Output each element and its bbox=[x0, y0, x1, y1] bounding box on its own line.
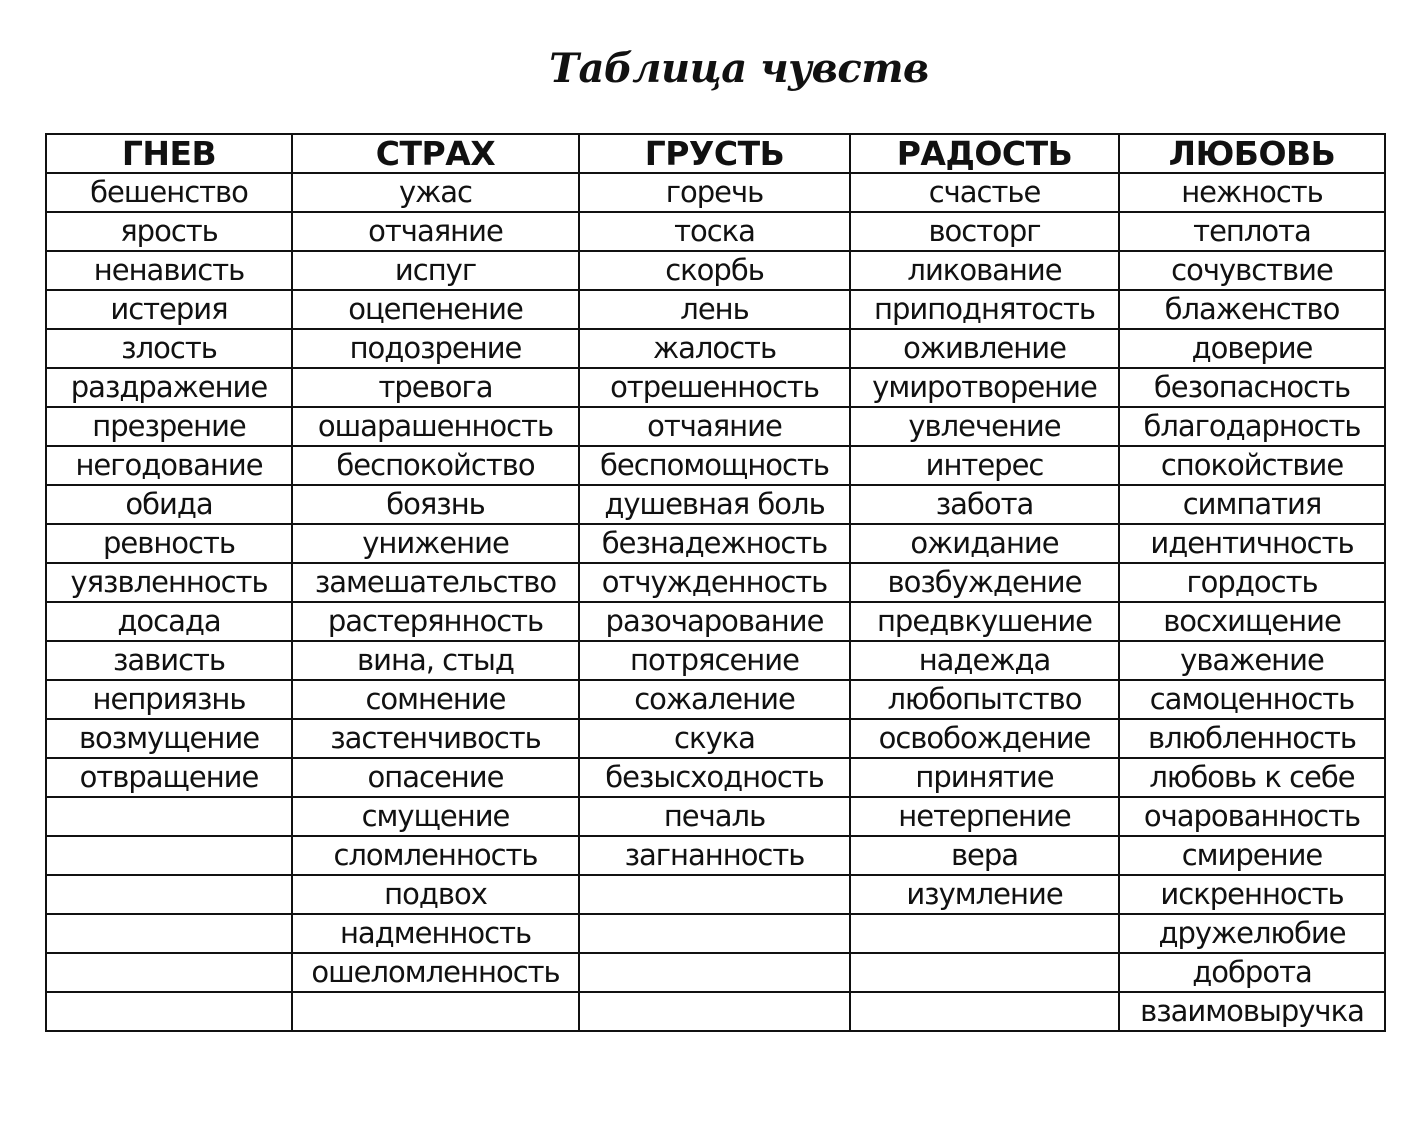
cell-sadness bbox=[579, 875, 850, 914]
cell-anger: негодование bbox=[46, 446, 292, 485]
cell-joy bbox=[850, 914, 1119, 953]
cell-fear: боязнь bbox=[292, 485, 579, 524]
cell-anger: обида bbox=[46, 485, 292, 524]
cell-love: доверие bbox=[1119, 329, 1385, 368]
table-row bbox=[46, 602, 1385, 641]
cell-sadness bbox=[579, 953, 850, 992]
table-row bbox=[46, 251, 1385, 290]
cell-joy: приподнятость bbox=[850, 290, 1119, 329]
column-header-fear: СТРАХ bbox=[292, 134, 579, 173]
cell-joy: любопытство bbox=[850, 680, 1119, 719]
table-body bbox=[46, 173, 1385, 1031]
cell-sadness bbox=[579, 914, 850, 953]
cell-anger bbox=[46, 797, 292, 836]
table-row bbox=[46, 992, 1385, 1031]
cell-love: спокойствие bbox=[1119, 446, 1385, 485]
cell-fear: беспокойство bbox=[292, 446, 579, 485]
cell-love: искренность bbox=[1119, 875, 1385, 914]
table-row bbox=[46, 680, 1385, 719]
cell-fear: ошеломленность bbox=[292, 953, 579, 992]
cell-joy: вера bbox=[850, 836, 1119, 875]
table-row bbox=[46, 290, 1385, 329]
cell-anger bbox=[46, 914, 292, 953]
column-header-anger: ГНЕВ bbox=[46, 134, 292, 173]
cell-fear: вина, стыд bbox=[292, 641, 579, 680]
cell-fear: надменность bbox=[292, 914, 579, 953]
cell-fear: ошарашенность bbox=[292, 407, 579, 446]
cell-love: теплота bbox=[1119, 212, 1385, 251]
cell-anger: бешенство bbox=[46, 173, 292, 212]
table-row bbox=[46, 563, 1385, 602]
cell-love: любовь к себе bbox=[1119, 758, 1385, 797]
cell-sadness: скорбь bbox=[579, 251, 850, 290]
cell-joy: интерес bbox=[850, 446, 1119, 485]
cell-fear: замешательство bbox=[292, 563, 579, 602]
cell-love: нежность bbox=[1119, 173, 1385, 212]
cell-love: уважение bbox=[1119, 641, 1385, 680]
cell-sadness: отчужденность bbox=[579, 563, 850, 602]
cell-love: доброта bbox=[1119, 953, 1385, 992]
cell-sadness: отрешенность bbox=[579, 368, 850, 407]
cell-anger bbox=[46, 875, 292, 914]
table-row bbox=[46, 953, 1385, 992]
cell-love: безопасность bbox=[1119, 368, 1385, 407]
table-row bbox=[46, 719, 1385, 758]
cell-anger: ненависть bbox=[46, 251, 292, 290]
cell-anger bbox=[46, 953, 292, 992]
cell-sadness: жалость bbox=[579, 329, 850, 368]
cell-joy: умиротворение bbox=[850, 368, 1119, 407]
cell-fear: опасение bbox=[292, 758, 579, 797]
cell-anger: зависть bbox=[46, 641, 292, 680]
cell-joy: счастье bbox=[850, 173, 1119, 212]
cell-love: восхищение bbox=[1119, 602, 1385, 641]
cell-sadness: безысходность bbox=[579, 758, 850, 797]
table-row bbox=[46, 212, 1385, 251]
column-header-joy: РАДОСТЬ bbox=[850, 134, 1119, 173]
cell-love: благодарность bbox=[1119, 407, 1385, 446]
cell-love: взаимовыручка bbox=[1119, 992, 1385, 1031]
table-row bbox=[46, 407, 1385, 446]
cell-joy: освобождение bbox=[850, 719, 1119, 758]
column-header-love: ЛЮБОВЬ bbox=[1119, 134, 1385, 173]
table-row bbox=[46, 641, 1385, 680]
cell-anger bbox=[46, 992, 292, 1031]
cell-anger bbox=[46, 836, 292, 875]
cell-joy: ожидание bbox=[850, 524, 1119, 563]
cell-fear: ужас bbox=[292, 173, 579, 212]
cell-sadness: разочарование bbox=[579, 602, 850, 641]
cell-anger: злость bbox=[46, 329, 292, 368]
cell-love: влюбленность bbox=[1119, 719, 1385, 758]
cell-fear: подозрение bbox=[292, 329, 579, 368]
page-title: Таблица чувств bbox=[549, 45, 929, 92]
cell-anger: истерия bbox=[46, 290, 292, 329]
cell-sadness: безнадежность bbox=[579, 524, 850, 563]
feelings-table bbox=[45, 133, 1386, 1032]
table-row bbox=[46, 914, 1385, 953]
cell-fear: унижение bbox=[292, 524, 579, 563]
cell-fear: оцепенение bbox=[292, 290, 579, 329]
cell-sadness: скука bbox=[579, 719, 850, 758]
cell-joy: надежда bbox=[850, 641, 1119, 680]
cell-joy: забота bbox=[850, 485, 1119, 524]
header-row bbox=[46, 134, 1385, 173]
cell-fear: растерянность bbox=[292, 602, 579, 641]
cell-fear: сломленность bbox=[292, 836, 579, 875]
cell-fear: отчаяние bbox=[292, 212, 579, 251]
cell-sadness: потрясение bbox=[579, 641, 850, 680]
cell-sadness: лень bbox=[579, 290, 850, 329]
cell-love: симпатия bbox=[1119, 485, 1385, 524]
cell-sadness: печаль bbox=[579, 797, 850, 836]
cell-love: гордость bbox=[1119, 563, 1385, 602]
cell-fear: тревога bbox=[292, 368, 579, 407]
cell-anger: ревность bbox=[46, 524, 292, 563]
cell-joy: оживление bbox=[850, 329, 1119, 368]
cell-sadness: беспомощность bbox=[579, 446, 850, 485]
table-row bbox=[46, 524, 1385, 563]
cell-sadness: душевная боль bbox=[579, 485, 850, 524]
cell-anger: досада bbox=[46, 602, 292, 641]
cell-anger: отвращение bbox=[46, 758, 292, 797]
column-header-sadness: ГРУСТЬ bbox=[579, 134, 850, 173]
cell-sadness bbox=[579, 992, 850, 1031]
cell-love: идентичность bbox=[1119, 524, 1385, 563]
cell-fear: застенчивость bbox=[292, 719, 579, 758]
cell-sadness: тоска bbox=[579, 212, 850, 251]
table-row bbox=[46, 485, 1385, 524]
cell-love: блаженство bbox=[1119, 290, 1385, 329]
table-row bbox=[46, 329, 1385, 368]
cell-anger: раздражение bbox=[46, 368, 292, 407]
cell-fear bbox=[292, 992, 579, 1031]
cell-sadness: отчаяние bbox=[579, 407, 850, 446]
cell-joy: ликование bbox=[850, 251, 1119, 290]
cell-fear: испуг bbox=[292, 251, 579, 290]
cell-sadness: сожаление bbox=[579, 680, 850, 719]
cell-joy: изумление bbox=[850, 875, 1119, 914]
cell-anger: уязвленность bbox=[46, 563, 292, 602]
cell-love: смирение bbox=[1119, 836, 1385, 875]
cell-joy: предвкушение bbox=[850, 602, 1119, 641]
table-row bbox=[46, 758, 1385, 797]
table-row bbox=[46, 836, 1385, 875]
cell-anger: ярость bbox=[46, 212, 292, 251]
cell-fear: сомнение bbox=[292, 680, 579, 719]
cell-joy: увлечение bbox=[850, 407, 1119, 446]
cell-love: сочувствие bbox=[1119, 251, 1385, 290]
cell-sadness: загнанность bbox=[579, 836, 850, 875]
cell-anger: возмущение bbox=[46, 719, 292, 758]
table-row bbox=[46, 446, 1385, 485]
table-row bbox=[46, 797, 1385, 836]
cell-joy bbox=[850, 992, 1119, 1031]
cell-love: очарованность bbox=[1119, 797, 1385, 836]
table-row bbox=[46, 173, 1385, 212]
cell-anger: презрение bbox=[46, 407, 292, 446]
cell-joy: возбуждение bbox=[850, 563, 1119, 602]
cell-sadness: горечь bbox=[579, 173, 850, 212]
cell-joy bbox=[850, 953, 1119, 992]
cell-joy: принятие bbox=[850, 758, 1119, 797]
table-row bbox=[46, 875, 1385, 914]
cell-joy: восторг bbox=[850, 212, 1119, 251]
cell-joy: нетерпение bbox=[850, 797, 1119, 836]
cell-fear: подвох bbox=[292, 875, 579, 914]
cell-love: самоценность bbox=[1119, 680, 1385, 719]
cell-love: дружелюбие bbox=[1119, 914, 1385, 953]
cell-anger: неприязнь bbox=[46, 680, 292, 719]
cell-fear: смущение bbox=[292, 797, 579, 836]
table-row bbox=[46, 368, 1385, 407]
